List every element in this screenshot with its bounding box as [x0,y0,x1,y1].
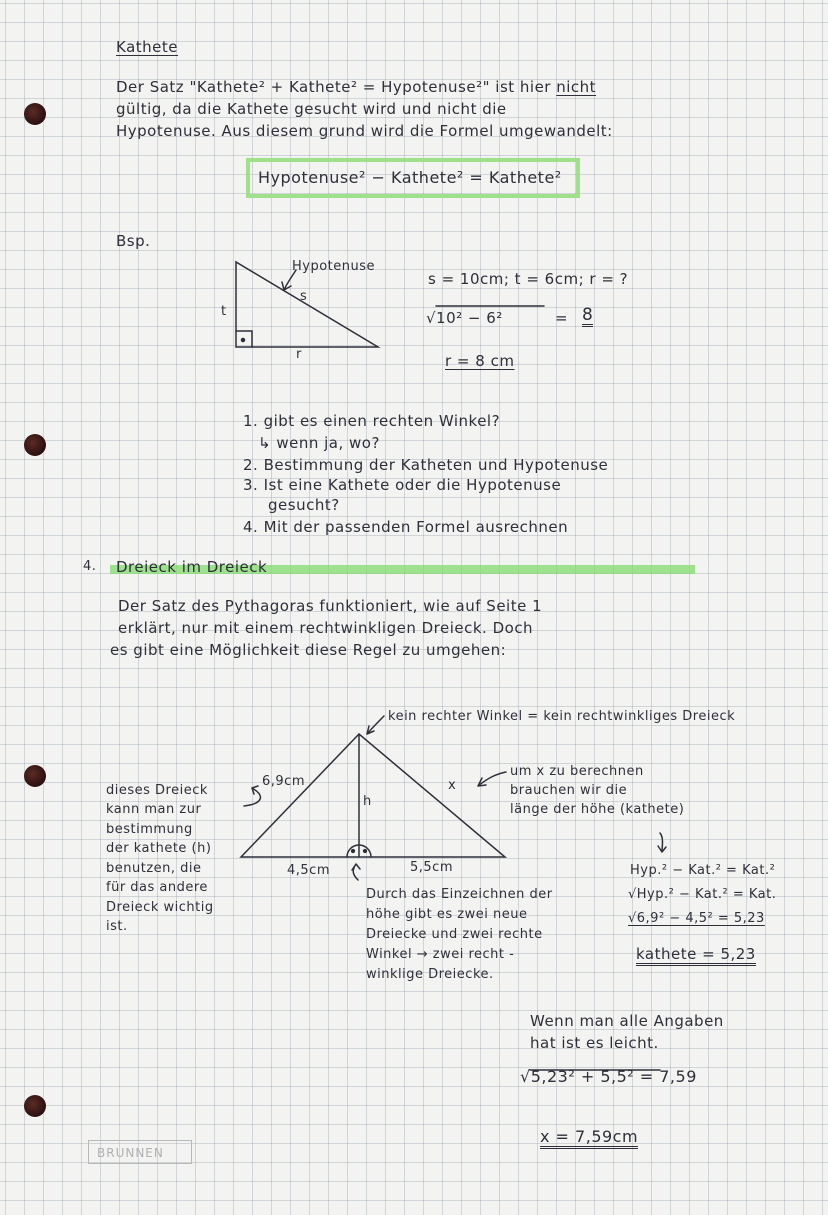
tri2-x-label: x [448,778,457,793]
ex1-equals: = [555,309,569,327]
right-note-line: brauchen wir die [510,783,628,798]
tri2-dot-right [364,850,367,853]
calc-line-2: √Hyp.² − Kat.² = Kat. [628,887,777,902]
step-3-cont: gesucht? [268,496,340,514]
intro-line-3: Hypotenuse. Aus diesem grund wird die Formel umgewandelt: [116,122,613,140]
ex1-root: √10² − 6² [426,309,503,327]
down-arrow [658,833,666,852]
no-right-angle-note: kein rechter Winkel = kein rechtwinkliges Dreieck [388,709,736,724]
right-note-line: länge der höhe (kathete) [510,802,685,817]
left-note-arrow [244,786,260,806]
mid-note-line: winklige Dreiecke. [366,967,494,982]
mid-note-line: Dreiecke und zwei rechte [366,927,543,942]
tri1-t-label: t [221,304,227,319]
final-root: √5,23² + 5,5² = 7,59 [520,1067,697,1086]
tri1-s-label: s [300,289,308,304]
mid-note-line: Durch das Einzeichnen der [366,887,553,902]
right-note-arrow [478,772,506,786]
left-note-line: dieses Dreieck [106,783,208,798]
ex1-answer: r = 8 cm [445,352,515,370]
step-2: 2. Bestimmung der Katheten und Hypotenuse [243,456,609,474]
tri2-base-right-label: 5,5cm [410,860,453,875]
mid-note-arrow [352,864,360,880]
tri2-left-side-label: 6,9cm [262,774,305,789]
calc-line-3: √6,9² − 4,5² = 5,23 [628,911,765,926]
left-note-line: für das andere [106,880,208,895]
left-note-line: der kathete (h) [106,841,212,856]
tri1-hyp-arrow [282,270,296,290]
intro-line-2: gültig, da die Kathete gesucht wird und nicht die [116,100,507,118]
mid-note-line: höhe gibt es zwei neue [366,907,528,922]
intro-line-1-text: Der Satz "Kathete² + Kathete² = Hypotenuse²" ist hier [116,78,557,96]
left-note-line: Dreieck wichtig [106,900,214,915]
final-note-1: Wenn man alle Angaben [530,1012,724,1030]
heading-kathete: Kathete [116,38,178,56]
calc-line-1: Hyp.² − Kat.² = Kat.² [630,863,776,878]
final-answer: x = 7,59cm [540,1128,638,1149]
no-right-angle-arrow [367,716,384,734]
section-line-3: es gibt eine Möglichkeit diese Regel zu umgehen: [110,641,507,659]
section-number: 4. [83,559,97,574]
section-line-2: erklärt, nur mit einem rechtwinkligen Dreieck. Doch [118,619,534,637]
formula-text: Hypotenuse² − Kathete² = Kathete² [258,168,562,187]
mid-note-line: Winkel → zwei recht - [366,947,515,962]
tri1-outline [236,262,378,347]
left-note-line: ist. [106,919,128,934]
tri1-right-angle-dot [242,339,245,342]
tri2-outline [241,734,505,857]
left-note-line: kann man zur [106,802,202,817]
calc-result: kathete = 5,23 [636,945,756,966]
brunnen-logo: BRUNNEN [88,1140,192,1164]
step-4: 4. Mit der passenden Formel ausrechnen [243,518,569,536]
section-title: Dreieck im Dreieck [116,558,268,576]
final-note-2: hat ist es leicht. [530,1034,659,1052]
tri2-dot-left [352,850,355,853]
step-1: 1. gibt es einen rechten Winkel? [243,412,501,430]
step-3: 3. Ist eine Kathete oder die Hypotenuse [243,476,562,494]
ex1-result: 8 [582,305,594,325]
tri1-hypotenuse-label: Hypotenuse [292,259,376,274]
step-1-sub: ↳ wenn ja, wo? [258,434,380,452]
tri2-height-label: h [363,794,372,809]
left-note-line: bestimmung [106,822,193,837]
ex1-given: s = 10cm; t = 6cm; r = ? [428,270,629,288]
left-note-line: benutzen, die [106,861,202,876]
tri2-base-left-label: 4,5cm [287,863,330,878]
right-note-line: um x zu berechnen [510,764,644,779]
tri1-r-label: r [296,347,302,362]
section-line-1: Der Satz des Pythagoras funktioniert, wie auf Seite 1 [118,597,543,615]
bsp-label: Bsp. [116,232,151,250]
intro-line-1-emphasis: nicht [556,78,597,96]
